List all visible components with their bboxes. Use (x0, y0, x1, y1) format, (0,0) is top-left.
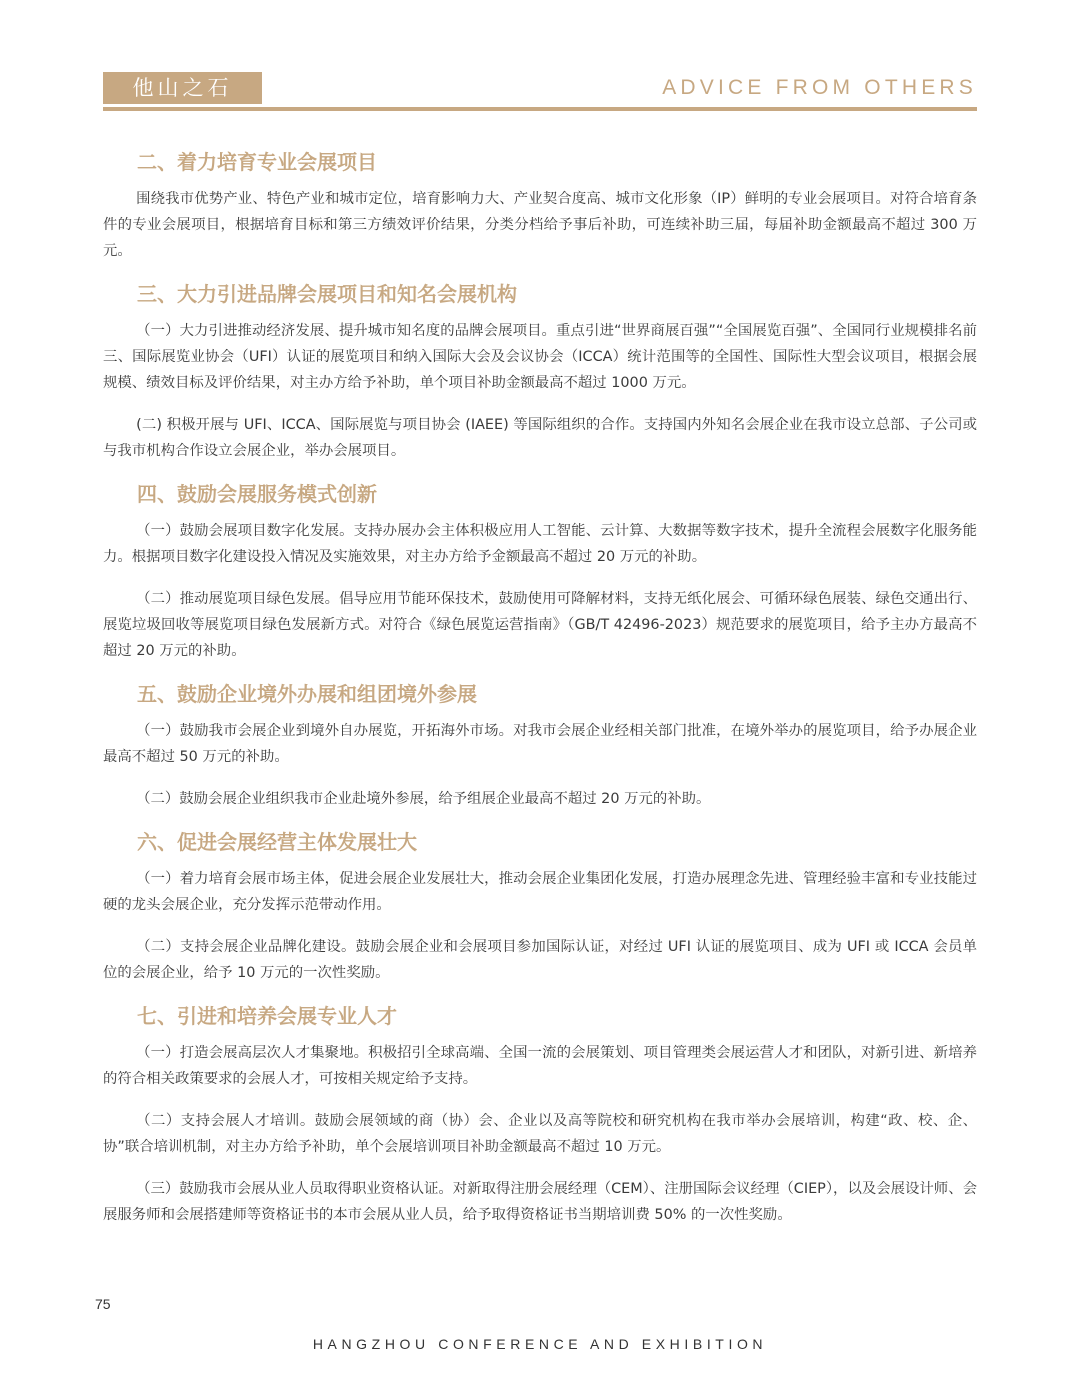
paragraph: （一）鼓励会展项目数字化发展。支持办展办会主体积极应用人工智能、云计算、大数据等数字技术，提升全流程会展数字化服务能力。根据项目数字化建设投入情况及实施效果，对主办方给予金额最高不超过 20 万元的补助。 (103, 523, 977, 565)
section-heading: 四、鼓励会展服务模式创新 (137, 482, 377, 506)
section-tag: 他山之石 (103, 72, 262, 104)
section-heading: 五、鼓励企业境外办展和组团境外参展 (137, 682, 477, 706)
page-number: 75 (95, 1296, 111, 1312)
paragraph: （一）鼓励我市会展企业到境外自办展览，开拓海外市场。对我市会展企业经相关部门批准，在境外举办的展览项目，给予办展企业最高不超过 50 万元的补助。 (103, 723, 977, 765)
paragraph: （二）推动展览项目绿色发展。倡导应用节能环保技术，鼓励使用可降解材料，支持无纸化展会、可循环绿色展装、绿色交通出行、展览垃圾回收等展览项目绿色发展新方式。对符合《绿色展览运营指南》（GB/T 42496-2023）规范要求的展览项目，给予主办方最高不超过 20 万元的补助。 (103, 591, 977, 659)
paragraph: （一）着力培育会展市场主体，促进会展企业发展壮大，推动会展企业集团化发展，打造办展理念先进、管理经验丰富和专业技能过硬的龙头会展企业，充分发挥示范带动作用。 (103, 871, 977, 913)
paragraph: （二）支持会展人才培训。鼓励会展领域的商（协）会、企业以及高等院校和研究机构在我市举办会展培训，构建“政、校、企、协”联合培训机制，对主办方给予补助，单个会展培训项目补助金额最高不超过 10 万元。 (103, 1113, 977, 1155)
section-heading: 二、着力培育专业会展项目 (137, 150, 377, 174)
article-body (103, 146, 977, 1228)
paragraph: （二）支持会展企业品牌化建设。鼓励会展企业和会展项目参加国际认证，对经过 UFI 认证的展览项目、成为 UFI 或 ICCA 会员单位的会展企业，给予 10 万元的一次性奖励。 (103, 939, 977, 981)
paragraph: 围绕我市优势产业、特色产业和城市定位，培育影响力大、产业契合度高、城市文化形象（IP）鲜明的专业会展项目。对符合培育条件的专业会展项目，根据培育目标和第三方绩效评价结果，分类分档给予事后补助，可连续补助三届，每届补助金额最高不超过 300 万元。 (103, 191, 977, 259)
paragraph: （二）鼓励会展企业组织我市企业赴境外参展，给予组展企业最高不超过 20 万元的补助。 (136, 791, 711, 807)
header-divider (103, 107, 977, 111)
section-heading: 六、促进会展经营主体发展壮大 (137, 830, 417, 854)
paragraph: (二) 积极开展与 UFI、ICCA、国际展览与项目协会 (IAEE) 等国际组织的合作。支持国内外知名会展企业在我市设立总部、子公司或与我市机构合作设立会展企业，举办会展项目。 (103, 417, 977, 459)
section-heading: 七、引进和培养会展专业人才 (137, 1004, 397, 1028)
paragraph: （一）打造会展高层次人才集聚地。积极招引全球高端、全国一流的会展策划、项目管理类会展运营人才和团队，对新引进、新培养的符合相关政策要求的会展人才，可按相关规定给予支持。 (103, 1045, 977, 1087)
paragraph: （三）鼓励我市会展从业人员取得职业资格认证。对新取得注册会展经理（CEM）、注册国际会议经理（CIEP），以及会展设计师、会展服务师和会展搭建师等资格证书的本市会展从业人员，给予取得资格证书当期培训费 50% 的一次性奖励。 (103, 1181, 977, 1223)
paragraph: （一）大力引进推动经济发展、提升城市知名度的品牌会展项目。重点引进“世界商展百强”“全国展览百强”、全国同行业规模排名前三、国际展览业协会（UFI）认证的展览项目和纳入国际大会及会议协会（ICCA）统计范围等的全国性、国际性大型会议项目，根据会展规模、绩效目标及评价结果，对主办方给予补助，单个项目补助金额最高不超过 1000 万元。 (103, 323, 977, 391)
publication-title: HANGZHOU CONFERENCE AND EXHIBITION (312, 1336, 768, 1352)
section-english-title: ADVICE FROM OTHERS (662, 76, 977, 99)
section-heading: 三、大力引进品牌会展项目和知名会展机构 (137, 282, 517, 306)
